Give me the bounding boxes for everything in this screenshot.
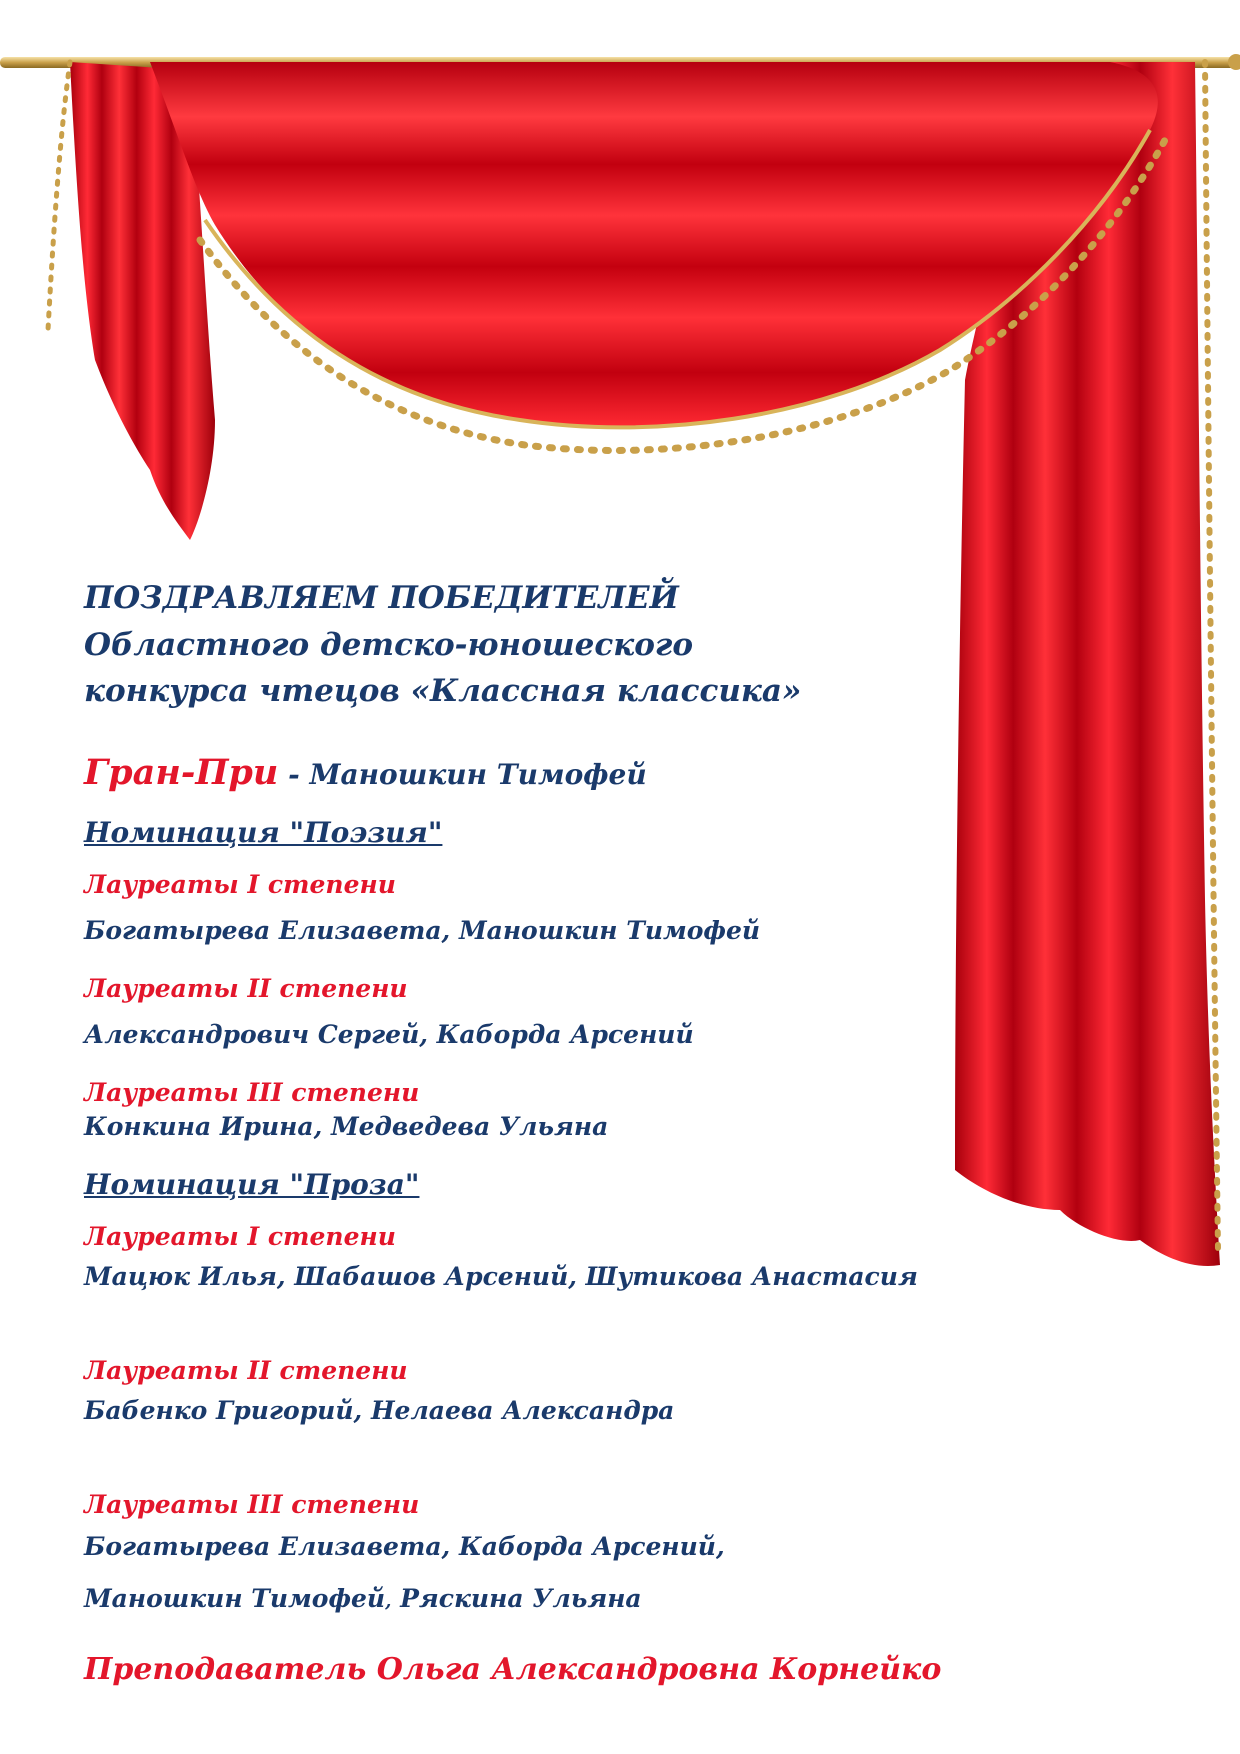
prose-degree-2-label: Лауреаты II степени — [84, 1356, 408, 1385]
grand-prix-winner: Маношкин Тимофей — [309, 758, 647, 791]
nomination-poetry-title: Номинация "Поэзия" — [84, 816, 443, 849]
header-line-3: конкурса чтецов «Классная классика» — [84, 673, 802, 709]
prose-degree-3-names-line-2 — [84, 1584, 642, 1613]
header-line-1: ПОЗДРАВЛЯЕМ ПОБЕДИТЕЛЕЙ — [84, 580, 679, 616]
nomination-prose-title: Номинация "Проза" — [84, 1168, 420, 1201]
header-line-2: Областного детско-юношеского — [84, 627, 693, 663]
poetry-degree-3-names: Конкина Ирина, Медведева Ульяна — [84, 1112, 609, 1141]
grand-prix-label: Гран-При — [84, 752, 279, 793]
prose-degree-3-name-ryaskina: Ряскина Ульяна — [391, 1584, 642, 1613]
poetry-degree-3-label: Лауреаты III степени — [84, 1078, 420, 1107]
prose-degree-3-name-a: Маношкин Тимофей — [84, 1584, 386, 1613]
prose-degree-3-label: Лауреаты III степени — [84, 1490, 420, 1519]
poetry-degree-1-names: Богатырева Елизавета, Маношкин Тимофей — [84, 916, 761, 945]
grand-prix-separator: - — [278, 758, 310, 791]
prose-degree-1-label: Лауреаты I степени — [84, 1222, 396, 1251]
poetry-degree-2-label: Лауреаты II степени — [84, 974, 408, 1003]
prose-degree-2-names: Бабенко Григорий, Нелаева Александра — [84, 1396, 675, 1425]
prose-degree-3-comma: , — [385, 1591, 392, 1612]
prose-degree-1-names: Мацюк Илья, Шабашов Арсений, Шутикова Анастасия — [84, 1262, 918, 1291]
poetry-degree-1-label: Лауреаты I степени — [84, 870, 396, 899]
grand-prix-line — [84, 752, 647, 793]
prose-degree-3-names-line-1: Богатырева Елизавета, Каборда Арсений, — [84, 1532, 725, 1561]
prose-degree-3-name-b — [385, 1584, 642, 1613]
poetry-degree-2-names: Александрович Сергей, Каборда Арсений — [84, 1020, 694, 1049]
teacher-line: Преподаватель Ольга Александровна Корнейко — [84, 1652, 942, 1687]
